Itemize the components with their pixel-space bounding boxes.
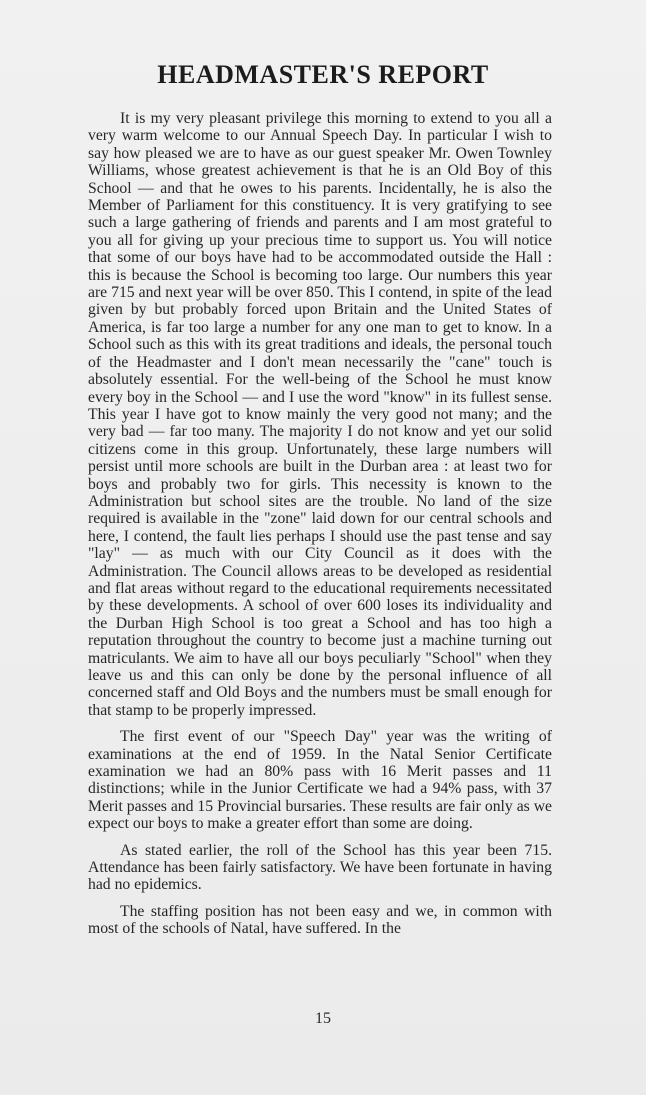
paragraph-examinations: The first event of our "Speech Day" year was the writing of examinations at the end of 1959. In the Natal Senior Certificate examination we had an 80% pass with 16 Merit passes and 11 distinctions; while in the Junior Certificate we had a 94% pass, with 37 Merit passes and 15 Provincial bursaries. These results are fair only as we expect our boys to make a greater effort than some are doing.: [88, 728, 552, 833]
paragraph-welcome: It is my very pleasant privilege this morning to extend to you all a very warm welcome to our Annual Speech Day. In particular I wish to say how pleased we are to have as our guest speaker Mr. Owen Townley Williams, whose greatest achievement is that he is an Old Boy of this School — and that he owes to his parents. Incidentally, he is also the Member of Parliament for this constituency. It is very gratifying to see such a large gathering of friends and parents and I am most grateful to you all for giving up your precious time to support us. You will notice that some of our boys have had to be accommodated outside the Hall : this is because the School is becoming too large. Our numbers this year are 715 and next year will be over 850. This I contend, in spite of the lead given by but probably forced upon Britain and the United States of America, is far too large a number for any one man to get to know. In a School such as this with its great traditions and ideals, the personal touch of the Headmaster and I don't mean necessarily the "cane" touch is absolutely essential. For the well-being of the School he must know every boy in the School — and I use the word "know" in its fullest sense. This year I have got to know mainly the very good not many; and the very bad — far too many. The majority I do not know and yet our solid citizens come in this group. Unfortunately, these large numbers will persist until more schools are built in the Durban area : at least two for boys and probably two for girls. This necessity is known to the Administration but school sites are the trouble. No land of the size required is available in the "zone" laid down for our central schools and here, I contend, the fault lies perhaps I should use the past tense and say "lay" — as much with our City Council as it does with the Administration. The Council allows areas to be developed as residential and flat areas without regard to the educational requirements necessitated by these developments. A school of over 600 loses its individuality and the Durban High School is too great a School and has too high a reputation throughout the country to become just a machine turning out matriculants. We aim to have all our boys peculiarly "School" when they leave us and this can only be done by the personal influence of all concerned staff and Old Boys and the numbers must be small enough for that stamp to be properly impressed.: [88, 110, 552, 719]
paragraph-staffing: The staffing position has not been easy and we, in common with most of the schools of Natal, have suffered. In the: [88, 902, 552, 938]
page-title: HEADMASTER'S REPORT: [157, 60, 489, 89]
paragraph-roll: As stated earlier, the roll of the School has this year been 715. Attendance has been fairly satisfactory. We have been fortunate in having had no epidemics.: [88, 841, 552, 894]
report-body: [88, 110, 552, 947]
page-number: 15: [315, 1010, 331, 1027]
